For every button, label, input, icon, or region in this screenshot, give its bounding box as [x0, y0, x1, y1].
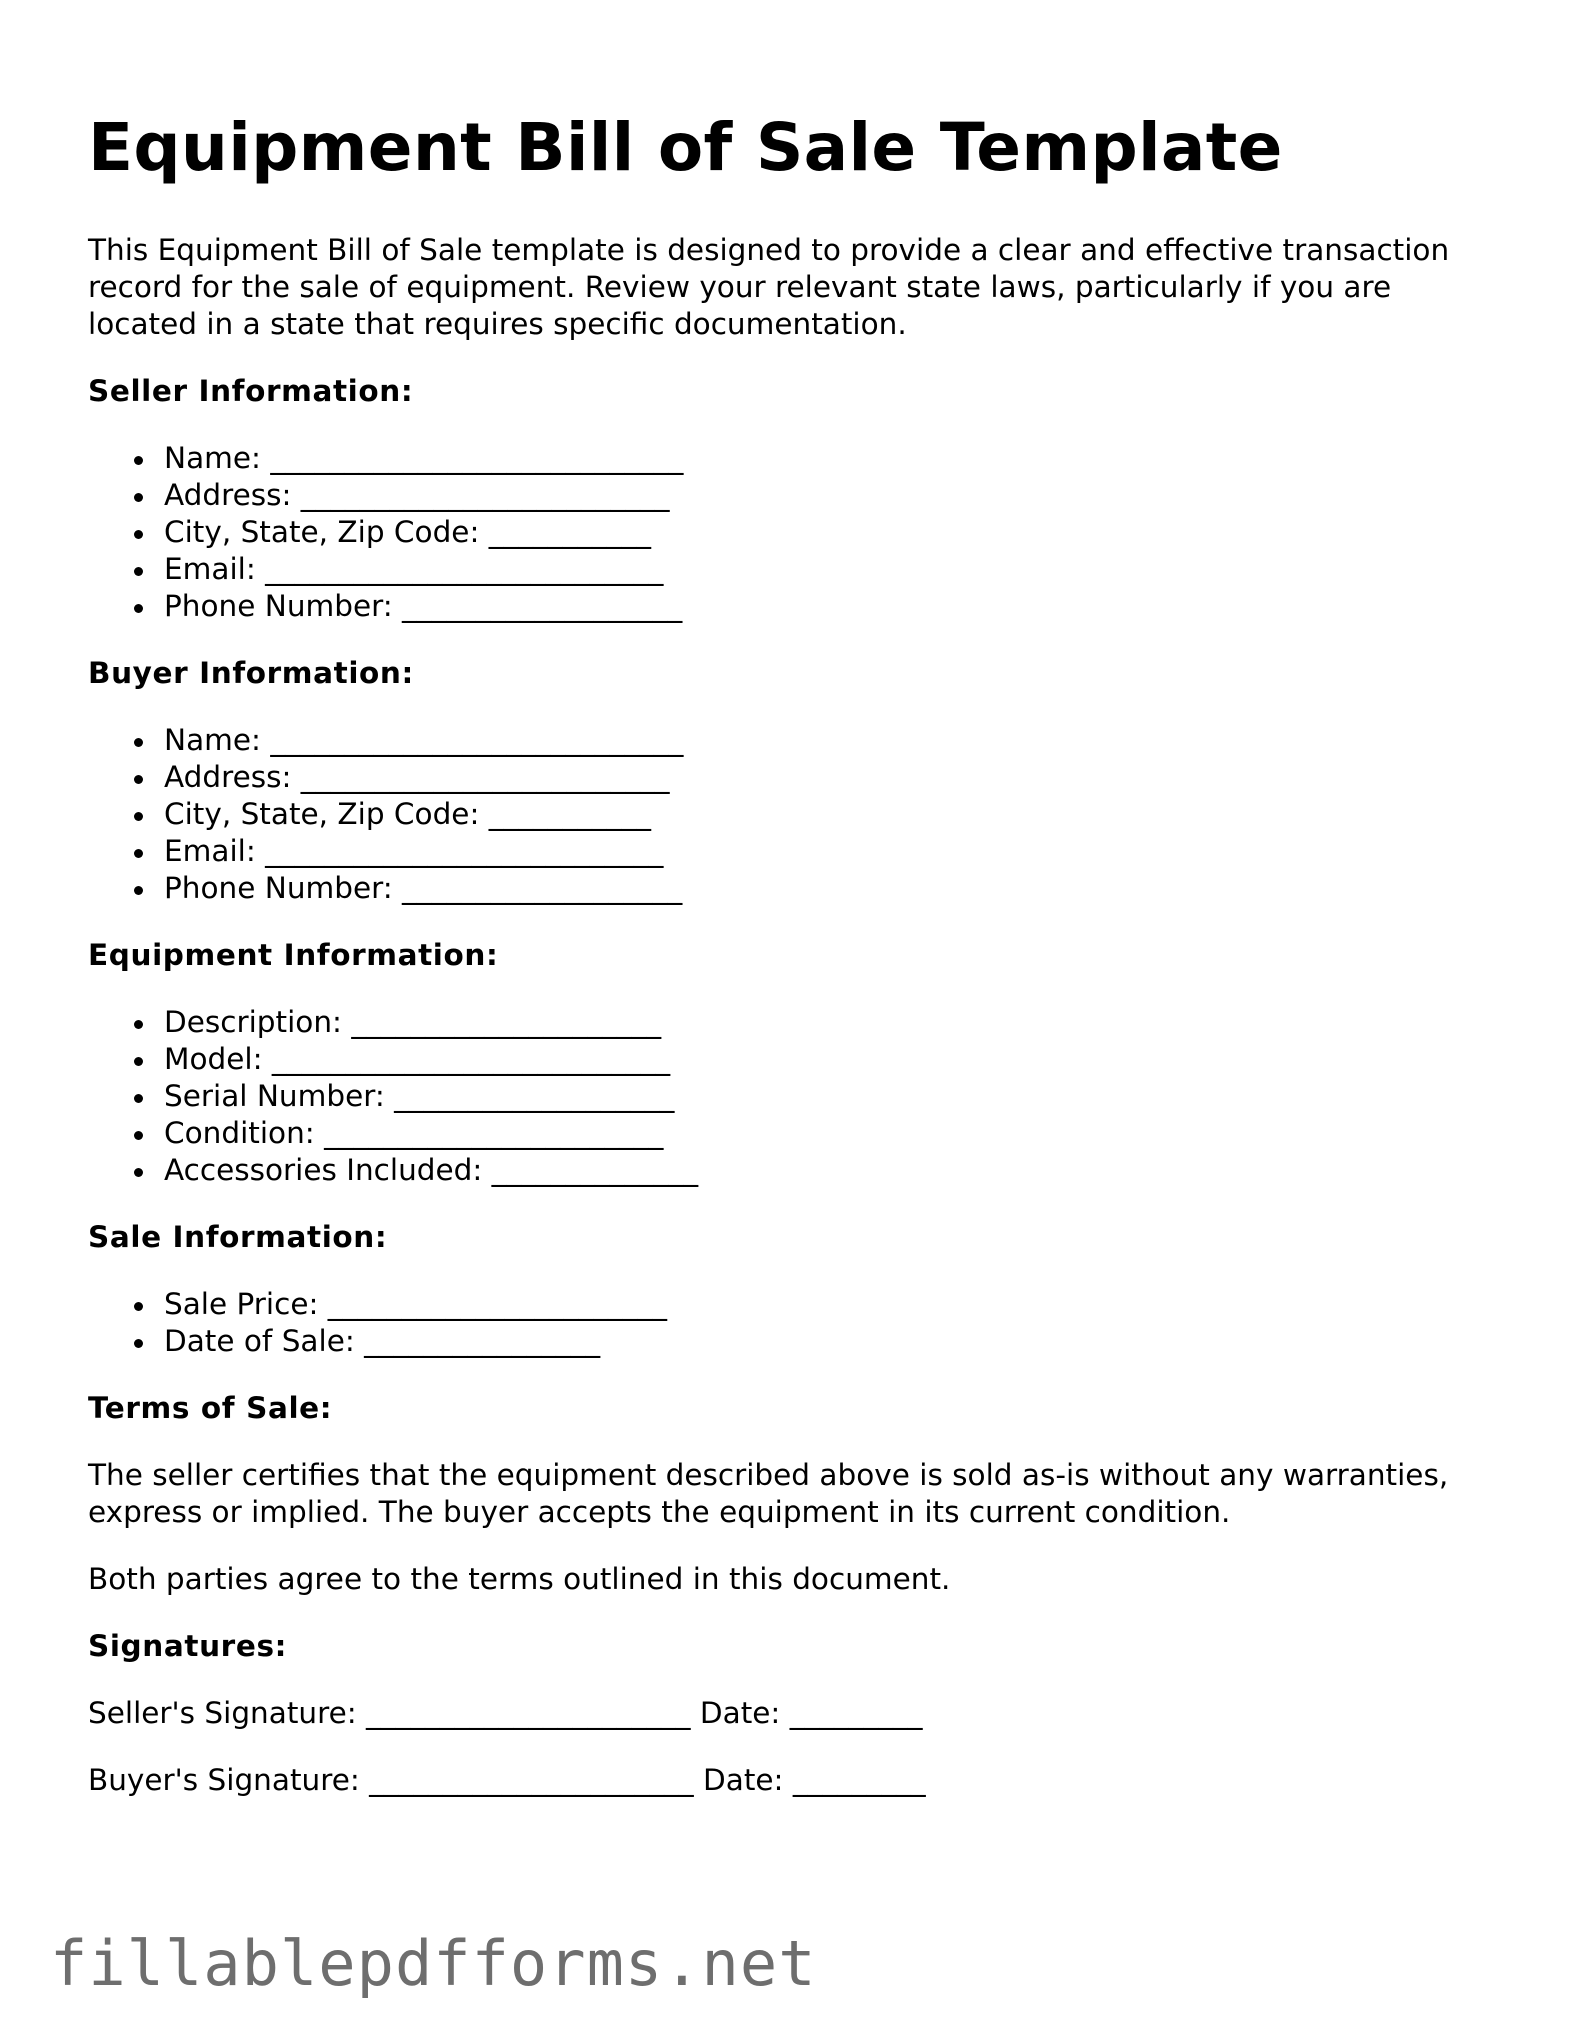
agreement-paragraph: Both parties agree to the terms outlined in this document.: [88, 1562, 951, 1596]
seller-address-field[interactable]: Address: _________________________: [164, 477, 1508, 514]
document-title: Equipment Bill of Sale Template: [88, 109, 1283, 186]
signatures-heading: Signatures:: [88, 1629, 287, 1663]
seller-name-field[interactable]: Name: ____________________________: [164, 440, 1508, 477]
seller-phone-field[interactable]: Phone Number: ___________________: [164, 588, 1508, 625]
buyer-city-state-zip-field[interactable]: City, State, Zip Code: ___________: [164, 796, 1508, 833]
seller-city-state-zip-field[interactable]: City, State, Zip Code: ___________: [164, 514, 1508, 551]
seller-signature-line[interactable]: Seller's Signature: ______________________ Date: _________: [88, 1696, 923, 1730]
sale-heading: Sale Information:: [88, 1220, 388, 1254]
equipment-heading: Equipment Information:: [88, 938, 499, 972]
buyer-address-field[interactable]: Address: _________________________: [164, 759, 1508, 796]
watermark-text: fillablepdfforms.net: [50, 1927, 817, 2000]
terms-paragraph: The seller certifies that the equipment described above is sold as-is without any warranties, express or implied. The buyer accepts the equipment in its current condition.: [88, 1458, 1449, 1529]
document-page: [88, 104, 1508, 1799]
equipment-accessories-field[interactable]: Accessories Included: ______________: [164, 1152, 1508, 1189]
equipment-fields-list: [88, 1004, 1508, 1189]
equipment-serial-number-field[interactable]: Serial Number: ___________________: [164, 1078, 1508, 1115]
seller-fields-list: [88, 440, 1508, 625]
equipment-description-field[interactable]: Description: _____________________: [164, 1004, 1508, 1041]
buyer-signature-line[interactable]: Buyer's Signature: ______________________ Date: _________: [88, 1763, 926, 1797]
equipment-condition-field[interactable]: Condition: _______________________: [164, 1115, 1508, 1152]
buyer-name-field[interactable]: Name: ____________________________: [164, 722, 1508, 759]
sale-fields-list: [88, 1286, 1508, 1360]
sale-price-field[interactable]: Sale Price: _______________________: [164, 1286, 1508, 1323]
seller-heading: Seller Information:: [88, 374, 414, 408]
intro-paragraph: This Equipment Bill of Sale template is designed to provide a clear and effective transaction record for the sale of equipment. Review your relevant state laws, particularly if you are located in a state that requires specific documentation.: [88, 233, 1450, 341]
seller-email-field[interactable]: Email: ___________________________: [164, 551, 1508, 588]
sale-date-field[interactable]: Date of Sale: ________________: [164, 1323, 1508, 1360]
equipment-model-field[interactable]: Model: ___________________________: [164, 1041, 1508, 1078]
buyer-phone-field[interactable]: Phone Number: ___________________: [164, 870, 1508, 907]
terms-heading: Terms of Sale:: [88, 1391, 333, 1425]
buyer-heading: Buyer Information:: [88, 656, 414, 690]
buyer-email-field[interactable]: Email: ___________________________: [164, 833, 1508, 870]
buyer-fields-list: [88, 722, 1508, 907]
